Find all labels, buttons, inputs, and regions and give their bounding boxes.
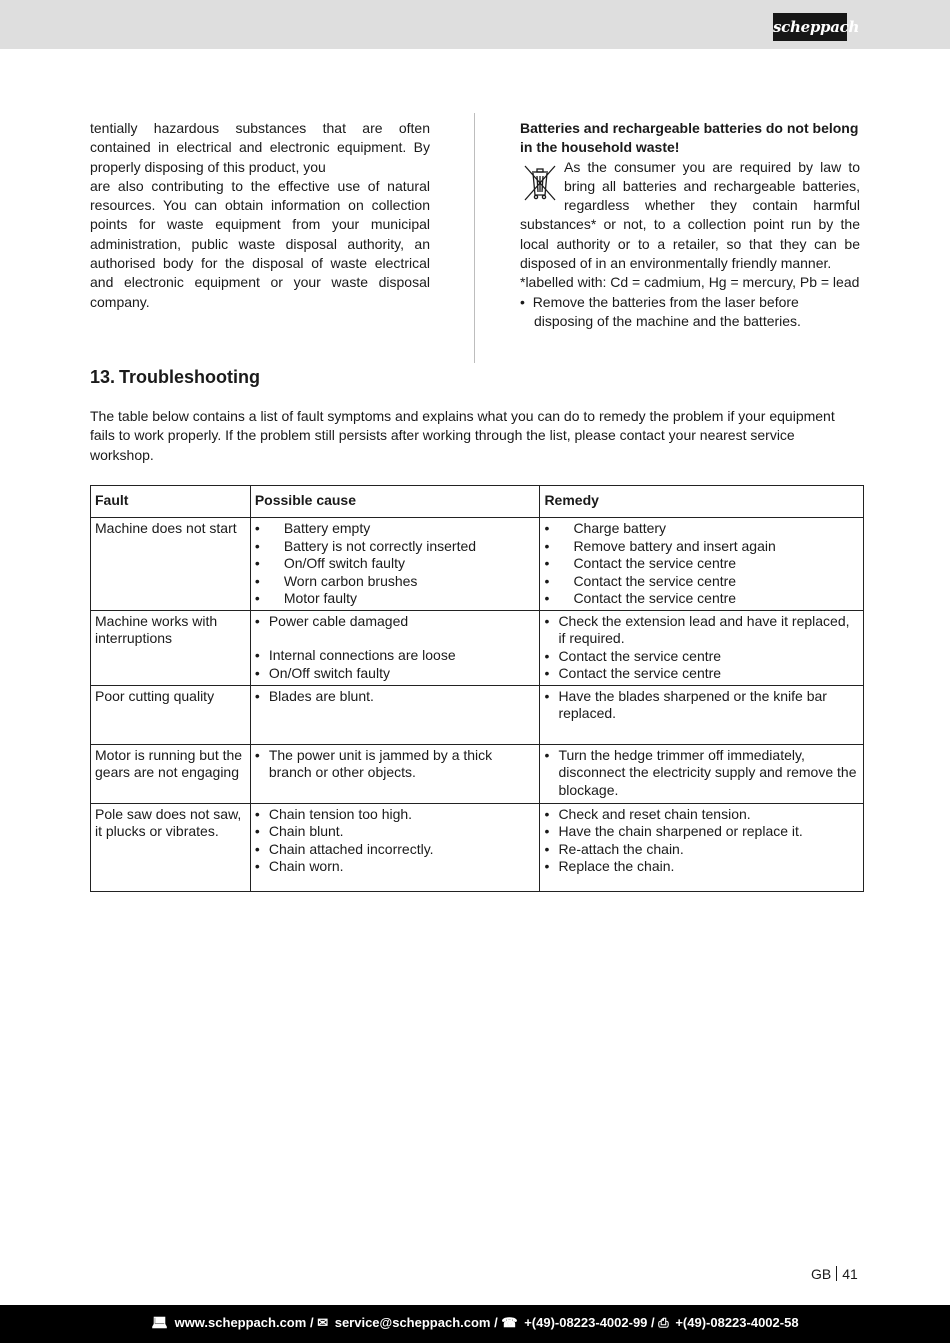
remedy-item: • Have the blades sharpened or the knife bar replaced.: [544, 688, 859, 723]
remedy-item: • Contact the service centre: [544, 573, 859, 591]
left-paragraph-2: are also contributing to the effective use of natural resources. You can obtain information on collection points for waste equipment from your municipal administration, public waste disposal authority, an authorised body for the disposal of waste electrical and electronic equipment or your waste disposal company.: [90, 177, 430, 310]
computer-icon: 💻︎: [151, 1315, 168, 1330]
remedy-item: • Contact the service centre: [544, 665, 859, 683]
remedy-item: • Re-attach the chain.: [544, 841, 859, 859]
table-header-row: [91, 486, 864, 518]
fax-icon: ⎙: [658, 1315, 669, 1330]
remedy-item: • Charge battery: [544, 520, 859, 538]
cause-item: • Power cable damaged: [255, 613, 536, 631]
footer-website[interactable]: www.scheppach.com: [174, 1315, 307, 1330]
remedy-item: • Remove battery and insert again: [544, 538, 859, 556]
header-cause: Possible cause: [250, 486, 540, 518]
remedy-cell: [540, 610, 864, 685]
battery-heading: Batteries and rechargeable batteries do not belong in the household waste!: [520, 120, 859, 156]
column-divider: [474, 113, 475, 363]
section-heading: [90, 366, 260, 388]
table-row: [91, 610, 864, 685]
remedy-item: • Contact the service centre: [544, 590, 859, 608]
remedy-item: • Replace the chain.: [544, 858, 859, 876]
phone-icon: ☎︎: [501, 1315, 518, 1330]
remedy-item: • Check the extension lead and have it replaced, if required.: [544, 613, 859, 648]
fault-cell: Pole saw does not saw, it plucks or vibrates.: [91, 803, 251, 891]
table-row: [91, 685, 864, 744]
fault-cell: Poor cutting quality: [91, 685, 251, 744]
section-intro: The table below contains a list of fault symptoms and explains what you can do to remedy the problem if your equipment fails to work properly. If the problem still persists after working through the list, please contact your nearest service workshop.: [90, 408, 835, 463]
cause-cell: [250, 744, 540, 803]
battery-body: As the consumer you are required by law to bring all batteries and rechargeable batteries, regardless whether they contain harmful substances* or not, to a collection point run by the local authority or to a retailer, so that they can be disposed of in an environmentally friendly manner.: [520, 158, 860, 272]
footer-separator: /: [309, 1315, 314, 1330]
right-column: [520, 119, 860, 331]
remedy-cell: [540, 803, 864, 891]
remedy-item: • Contact the service centre: [544, 555, 859, 573]
table-row: [91, 803, 864, 891]
page-number-divider: [836, 1266, 837, 1281]
table-row: [91, 518, 864, 611]
cause-item: • The power unit is jammed by a thick branch or other objects.: [255, 747, 536, 782]
remedy-item: • Check and reset chain tension.: [544, 806, 859, 824]
fault-cell: Machine does not start: [91, 518, 251, 611]
remedy-cell: [540, 518, 864, 611]
cause-item: • Worn carbon brushes: [255, 573, 536, 591]
remedy-cell: [540, 744, 864, 803]
page-lang: GB: [811, 1266, 832, 1282]
table-row: [91, 744, 864, 803]
battery-remove-bullet: • Remove the batteries from the laser before disposing of the machine and the batteries.: [520, 293, 801, 329]
header-remedy: Remedy: [540, 486, 864, 518]
left-paragraph-1: tentially hazardous substances that are often contained in electrical and electronic equipment. By properly disposing of this product, you: [90, 120, 430, 175]
footer-bar: [0, 1305, 950, 1343]
cause-item: • Motor faulty: [255, 590, 536, 608]
remedy-cell: [540, 685, 864, 744]
fault-cell: Motor is running but the gears are not engaging: [91, 744, 251, 803]
footer-separator: /: [494, 1315, 498, 1330]
footer-email[interactable]: service@scheppach.com: [334, 1315, 491, 1330]
footer-fax: +(49)-08223-4002-58: [675, 1315, 799, 1330]
cause-item: • Internal connections are loose: [255, 647, 536, 665]
cause-item: • On/Off switch faulty: [255, 665, 536, 683]
footer-separator: /: [651, 1315, 655, 1330]
cause-item: • Blades are blunt.: [255, 688, 536, 706]
envelope-icon: ✉︎: [317, 1315, 329, 1330]
cause-item: • Battery empty: [255, 520, 536, 538]
remedy-item: • Contact the service centre: [544, 648, 859, 666]
battery-remove-text: Remove the batteries from the laser before disposing of the machine and the batteries.: [532, 293, 801, 329]
footer-phone[interactable]: +(49)-08223-4002-99: [524, 1315, 648, 1330]
cause-cell: [250, 803, 540, 891]
cause-item: • Chain attached incorrectly.: [255, 841, 536, 859]
page-number-value: 41: [842, 1266, 858, 1282]
cause-cell: [250, 610, 540, 685]
left-column: [90, 119, 430, 312]
crossed-out-bin-icon: [520, 162, 560, 202]
header-bar: [0, 0, 950, 49]
cause-item: • Chain worn.: [255, 858, 536, 876]
cause-cell: [250, 518, 540, 611]
cause-item: • On/Off switch faulty: [255, 555, 536, 573]
cause-item: • Battery is not correctly inserted: [255, 538, 536, 556]
fault-cell: Machine works with interruptions: [91, 610, 251, 685]
cause-item: • Chain tension too high.: [255, 806, 536, 824]
remedy-item: • Have the chain sharpened or replace it.: [544, 823, 859, 841]
header-fault: Fault: [91, 486, 251, 518]
troubleshooting-table: [90, 485, 864, 892]
remedy-item: • Turn the hedge trimmer off immediately, disconnect the electricity supply and remove the blockage.: [544, 747, 859, 800]
section-number: 13.: [90, 367, 116, 387]
scheppach-logo: scheppach: [773, 13, 847, 41]
cause-item: • Chain blunt.: [255, 823, 536, 841]
page-number: [811, 1265, 858, 1283]
battery-labelled-note: *labelled with: Cd = cadmium, Hg = mercury, Pb = lead: [520, 274, 860, 291]
section-title: Troubleshooting: [119, 367, 261, 387]
cause-cell: [250, 685, 540, 744]
